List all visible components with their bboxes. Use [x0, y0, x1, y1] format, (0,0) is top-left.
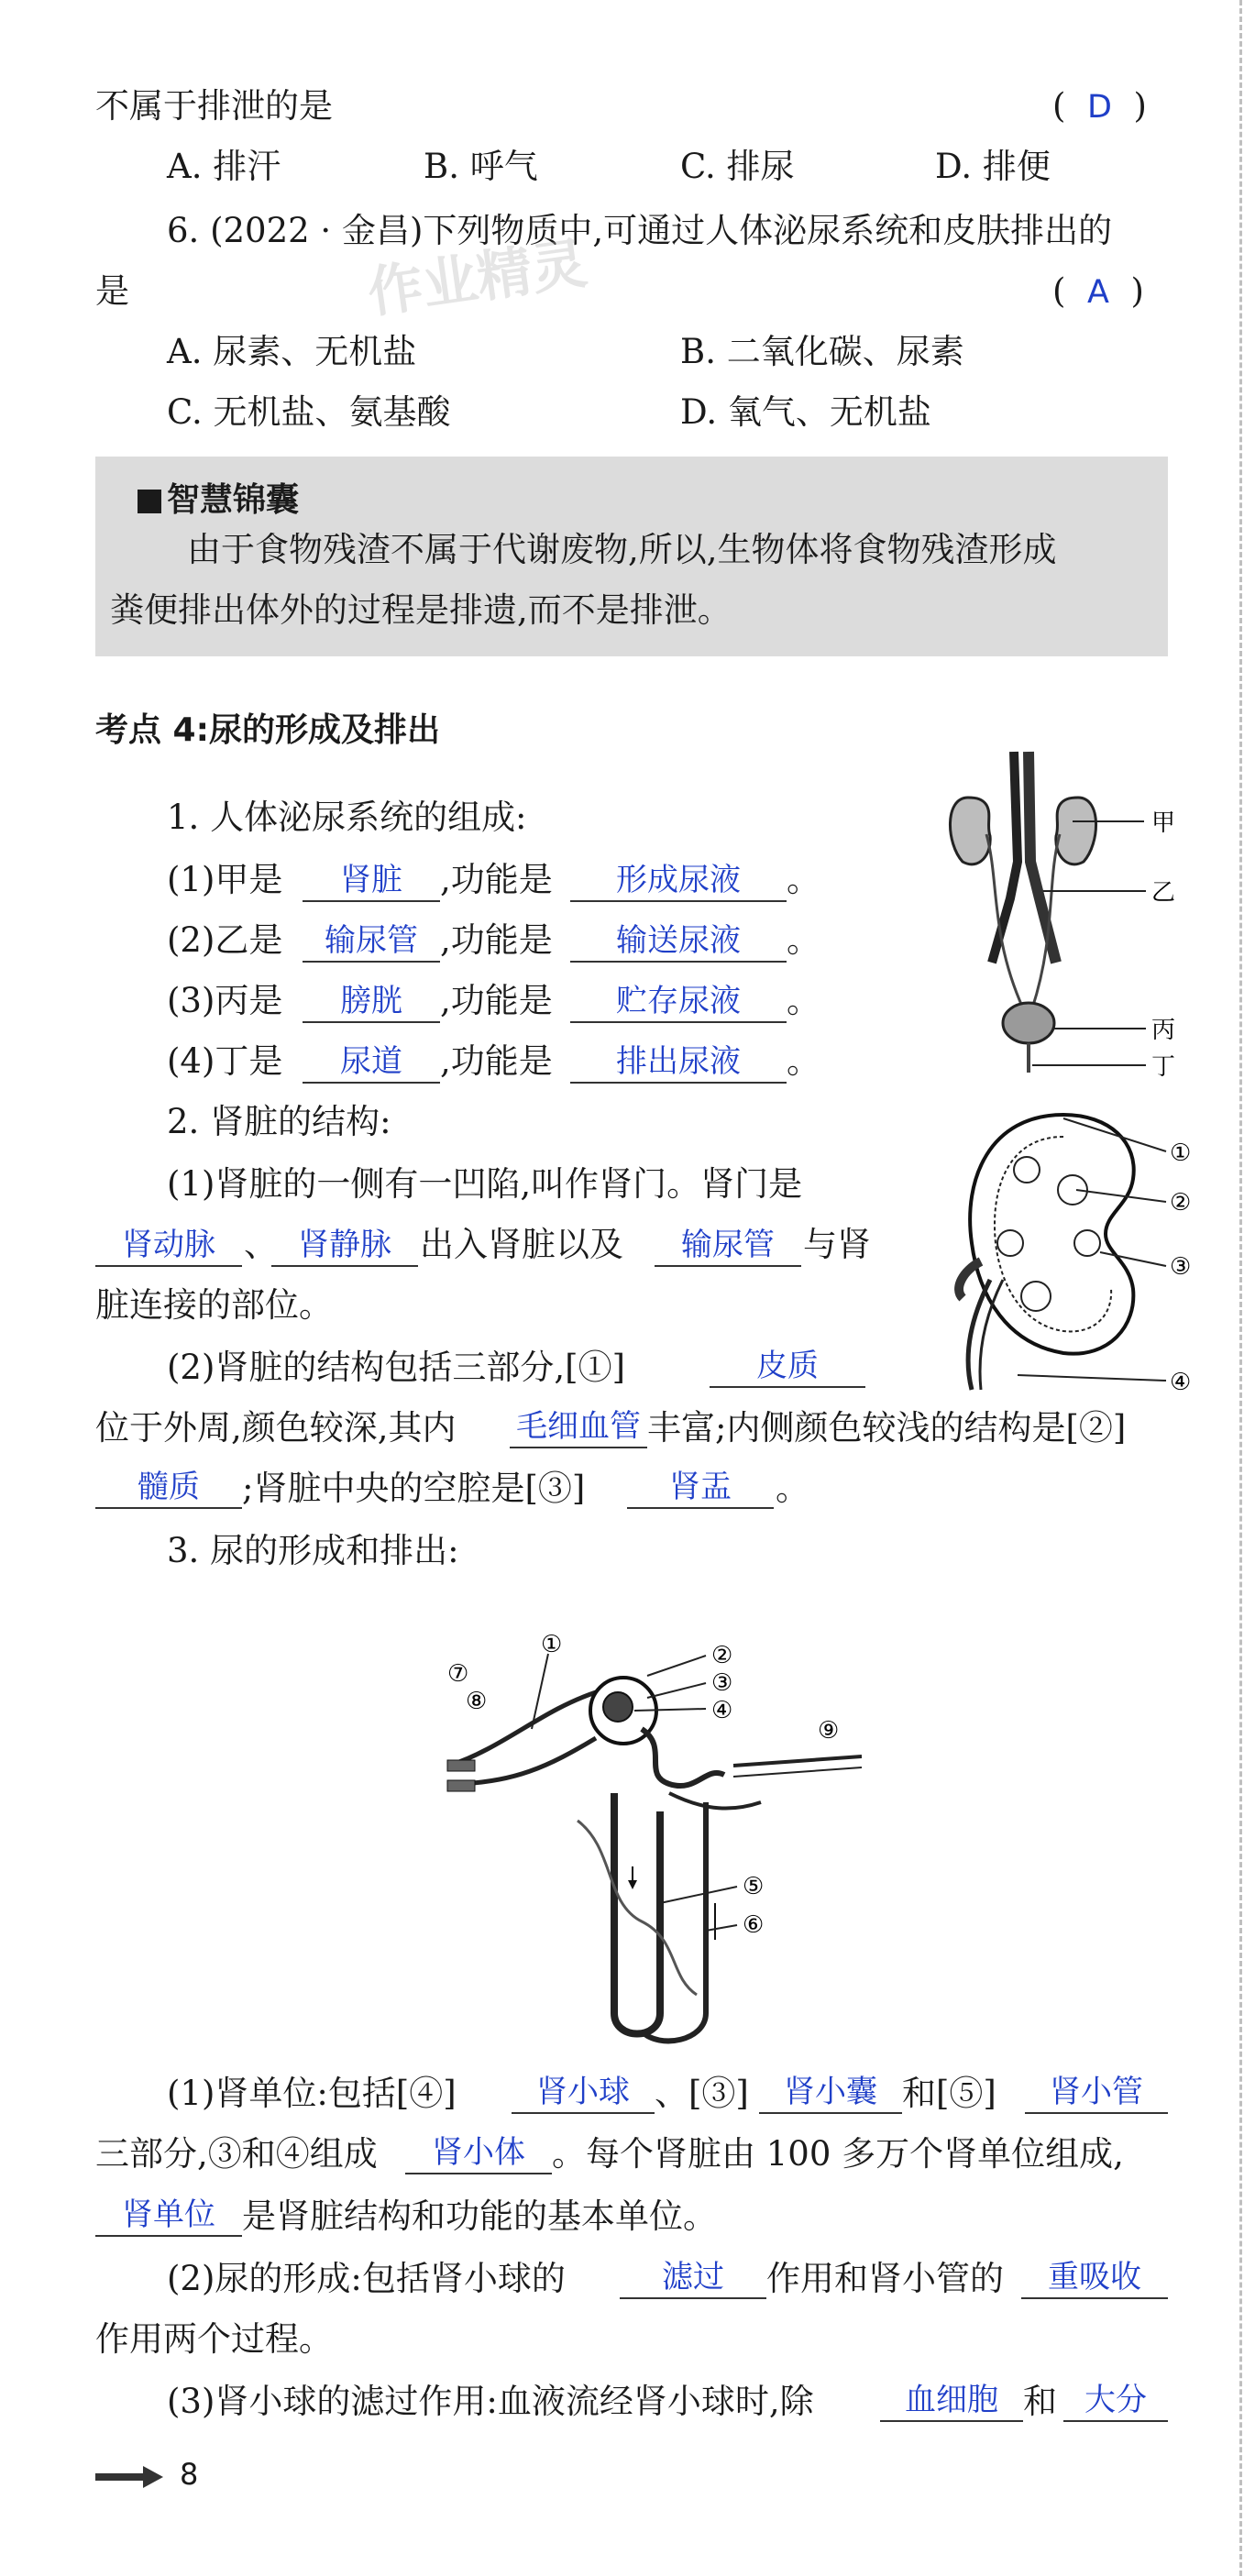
p1-row3-end: 。 — [787, 981, 820, 1020]
p3-answer5: 肾单位 — [122, 2196, 215, 2233]
p3-answer3: 肾小管 — [1050, 2074, 1143, 2110]
p3-blank8 — [880, 2380, 1023, 2422]
p3-answer1: 肾小球 — [536, 2074, 630, 2110]
p1-row3-blank2 — [570, 981, 787, 1023]
p3-r1a: (1)肾单位:包括[④] — [167, 2074, 457, 2113]
p3-answer8: 血细胞 — [905, 2382, 998, 2418]
q5-answer-bracket: ( D ) — [1052, 86, 1147, 126]
p3-answer9: 大分 — [1084, 2382, 1147, 2418]
q6-answer-bracket: ( A ) — [1052, 271, 1144, 311]
p2-answer2: 肾静脉 — [298, 1227, 391, 1263]
q6-answer: A — [1086, 274, 1109, 311]
p3-blank7 — [1021, 2257, 1168, 2299]
square-bullet-icon — [138, 490, 161, 513]
p2-answer7: 肾盂 — [669, 1469, 732, 1505]
pyramid — [1021, 1282, 1051, 1311]
fig3-label-5: ⑤ — [743, 1873, 765, 1900]
p1-row4-end: 。 — [787, 1041, 820, 1081]
left-kidney — [950, 798, 990, 864]
page-number: 8 — [180, 2457, 199, 2492]
loop — [614, 1793, 660, 2034]
p1-row2-blank1 — [303, 920, 440, 963]
p3-blank9 — [1063, 2380, 1168, 2422]
fig3-label-7: ⑦ — [447, 1660, 469, 1688]
q6-option-b: B. 二氧化碳、尿素 — [680, 332, 964, 371]
p1-row3-pre: (3)丙是 — [167, 981, 283, 1020]
p3-r6a: (3)肾小球的滤过作用:血液流经肾小球时,除 — [167, 2382, 814, 2421]
p2-blank4 — [710, 1346, 865, 1388]
p3-r3: 是肾脏结构和功能的基本单位。 — [242, 2196, 717, 2236]
p1-row3-answer1: 膀胱 — [340, 983, 402, 1019]
p2-blank1 — [95, 1225, 242, 1267]
p2-line5b: 丰富;内侧颜色较浅的结构是[②] — [647, 1408, 1127, 1448]
p2-answer4: 皮质 — [756, 1348, 819, 1384]
p2-mid: 出入肾脏以及 — [420, 1225, 623, 1264]
pyramid — [997, 1230, 1023, 1256]
pyramid — [1014, 1157, 1040, 1183]
vessel — [1029, 752, 1056, 963]
p1-row1-pre: (1)甲是 — [167, 860, 283, 899]
p2-blank3 — [655, 1225, 801, 1267]
q6-option-a: A. 尿素、无机盐 — [167, 332, 417, 371]
fig1-label-jia: 甲 — [1151, 809, 1176, 837]
p1-row4-blank2 — [570, 1041, 787, 1084]
p1-row1-blank2 — [570, 860, 787, 902]
p3-blank3 — [1025, 2072, 1168, 2114]
p1-row4-answer2: 排出尿液 — [616, 1043, 741, 1080]
vessel — [992, 752, 1018, 963]
pyramid — [1074, 1230, 1100, 1256]
fig3-label-8: ⑧ — [466, 1688, 488, 1715]
p2-answer1: 肾动脉 — [122, 1227, 215, 1263]
tip-title-row — [138, 474, 299, 521]
tubule — [642, 1729, 724, 1786]
p3-r6b: 和 — [1023, 2382, 1057, 2421]
fig1-label-yi: 乙 — [1151, 879, 1176, 907]
kidney-section-figure — [926, 1106, 1219, 1399]
fig3-label-1: ① — [541, 1631, 563, 1658]
p1-row2-answer2: 输送尿液 — [616, 922, 741, 959]
p2-blank7 — [627, 1467, 774, 1509]
nephron-figure — [431, 1628, 862, 2050]
p1-row4-pre: (4)丁是 — [167, 1041, 283, 1081]
p1-row1-mid: ,功能是 — [440, 860, 553, 899]
p1-row4-blank1 — [303, 1041, 440, 1084]
q5-option-a: A. 排汗 — [167, 147, 281, 186]
bladder — [1003, 1003, 1054, 1043]
p3-answer7: 重吸收 — [1048, 2259, 1141, 2295]
p3-r4a: (2)尿的形成:包括肾小球的 — [167, 2259, 566, 2298]
p3-r2b: 。每个肾脏由 100 多万个肾单位组成, — [552, 2134, 1124, 2174]
p3-blank2 — [759, 2072, 902, 2114]
p3-blank6 — [620, 2257, 766, 2299]
p2-line4: (2)肾脏的结构包括三部分,[①] — [167, 1348, 626, 1387]
p3-blank4 — [405, 2132, 552, 2174]
p2-blank5 — [510, 1406, 647, 1448]
urinary-system-figure — [926, 733, 1201, 1082]
page-edge-dash — [1239, 0, 1242, 2576]
p2-sep: 、 — [244, 1225, 278, 1264]
p1-row1-answer1: 肾脏 — [340, 862, 402, 898]
fig3-label-3: ③ — [711, 1669, 733, 1697]
p2-answer5: 毛细血管 — [516, 1408, 641, 1445]
q5-option-c: C. 排尿 — [680, 147, 795, 186]
fig1-label-ding: 丁 — [1151, 1053, 1176, 1081]
fig3-label-2: ② — [711, 1642, 733, 1669]
watermark: 作业精灵 — [363, 231, 591, 326]
p1-row2-end: 。 — [787, 920, 820, 960]
p3-r2a: 三部分,③和④组成 — [95, 2134, 378, 2174]
p3-blank1 — [512, 2072, 655, 2114]
fig2-label-4: ④ — [1170, 1369, 1192, 1396]
p1-row2-blank2 — [570, 920, 787, 963]
p3-r5: 作用两个过程。 — [95, 2319, 333, 2359]
p2-answer6: 髓质 — [138, 1469, 200, 1505]
q5-answer: D — [1086, 89, 1112, 126]
p1-row2-answer1: 输尿管 — [325, 922, 418, 959]
p1-row1-blank1 — [303, 860, 440, 902]
p2-end: 与肾 — [803, 1225, 871, 1264]
fig2-label-3: ③ — [1170, 1253, 1192, 1281]
arrow-icon — [95, 2462, 165, 2492]
p1-row3-answer2: 贮存尿液 — [616, 983, 741, 1019]
glomerulus — [603, 1692, 633, 1722]
q6-option-c: C. 无机盐、氨基酸 — [167, 392, 451, 432]
p2-line6a: ;肾脏中央的空腔是[③] — [242, 1469, 586, 1508]
q6-stem-line2: 是 — [95, 271, 129, 311]
p3-r1b: 、[③] — [655, 2074, 749, 2113]
p3-title: 3. 尿的形成和排出: — [167, 1531, 459, 1570]
tip-title: 智慧锦囊 — [167, 481, 300, 519]
right-kidney — [1056, 798, 1096, 864]
p3-answer2: 肾小囊 — [784, 2074, 877, 2110]
fig2-label-1: ① — [1170, 1139, 1192, 1167]
p2-blank6 — [95, 1467, 242, 1509]
p2-blank2 — [271, 1225, 418, 1267]
q5-option-d: D. 排便 — [935, 147, 1051, 186]
p2-line5a: 位于外周,颜色较深,其内 — [95, 1408, 457, 1448]
p1-row1-end: 。 — [787, 860, 820, 899]
p2-answer3: 输尿管 — [681, 1227, 775, 1263]
collecting-duct — [642, 1802, 706, 2041]
p2-line3: 脏连接的部位。 — [95, 1285, 333, 1325]
tip-line1: 由于食物残渣不属于代谢废物,所以,生物体将食物残渣形成 — [187, 530, 1057, 569]
p2-title: 2. 肾脏的结构: — [167, 1102, 391, 1141]
q5-stem: 不属于排泄的是 — [95, 86, 333, 126]
p1-title: 1. 人体泌尿系统的组成: — [167, 798, 527, 837]
p3-answer6: 滤过 — [662, 2259, 724, 2295]
p1-row2-mid: ,功能是 — [440, 920, 553, 960]
fig2-label-2: ② — [1170, 1189, 1192, 1216]
p1-row2-pre: (2)乙是 — [167, 920, 283, 960]
p2-line6b: 。 — [776, 1469, 809, 1508]
q6-option-d: D. 氧气、无机盐 — [680, 392, 931, 432]
fig3-label-9: ⑨ — [818, 1717, 840, 1745]
p1-row3-blank1 — [303, 981, 440, 1023]
tip-line2: 粪便排出体外的过程是排遗,而不是排泄。 — [110, 590, 732, 630]
p3-r1c: 和[⑤] — [902, 2074, 996, 2113]
fig1-label-bing: 丙 — [1151, 1017, 1176, 1044]
q5-option-b: B. 呼气 — [424, 147, 538, 186]
p1-row4-answer1: 尿道 — [340, 1043, 402, 1080]
p1-row4-mid: ,功能是 — [440, 1041, 553, 1081]
fig3-label-4: ④ — [711, 1697, 733, 1724]
section-title: 考点 4:尿的形成及排出 — [95, 711, 440, 749]
p2-line1: (1)肾脏的一侧有一凹陷,叫作肾门。肾门是 — [167, 1164, 803, 1204]
p1-row3-mid: ,功能是 — [440, 981, 553, 1020]
p3-answer4: 肾小体 — [432, 2134, 525, 2171]
fig3-label-6: ⑥ — [743, 1911, 765, 1939]
p1-row1-answer2: 形成尿液 — [616, 862, 741, 898]
p3-r4b: 作用和肾小管的 — [766, 2259, 1004, 2298]
p3-blank5 — [95, 2195, 242, 2237]
q6-stem-line1: 6. (2022 · 金昌)下列物质中,可通过人体泌尿系统和皮肤排出的 — [167, 211, 1113, 250]
